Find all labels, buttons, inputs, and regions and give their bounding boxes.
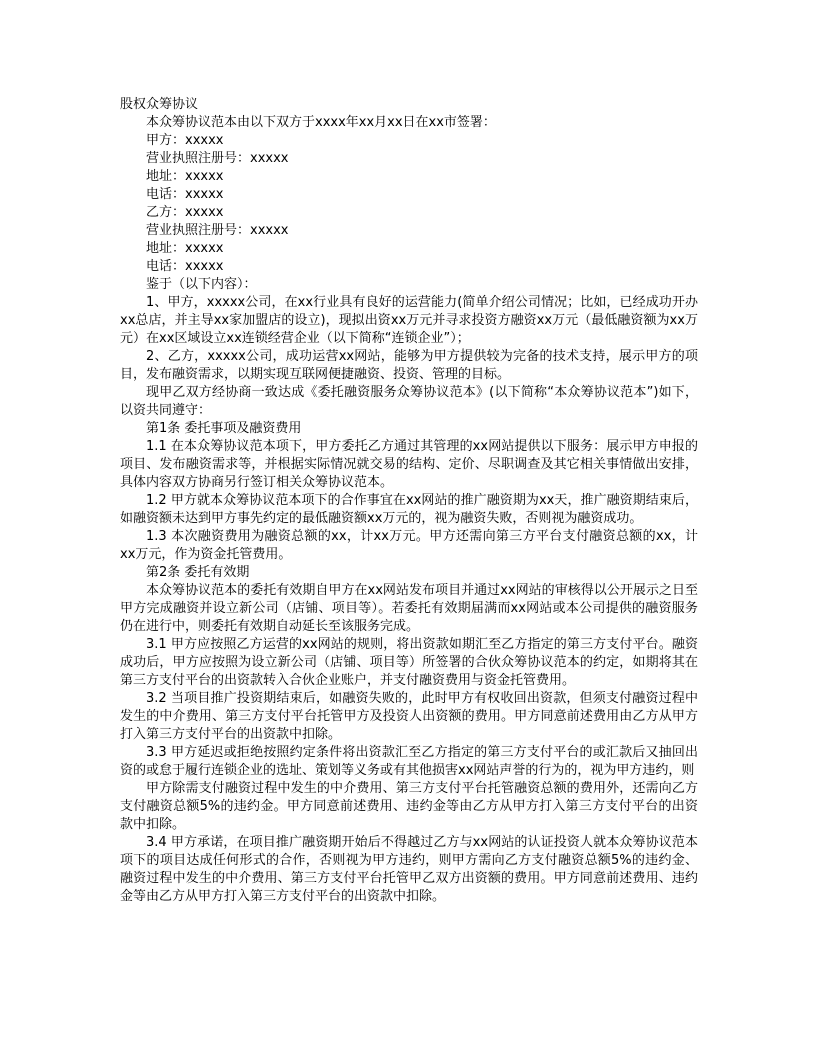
party-a-name: 甲方：xxxxx bbox=[146, 133, 224, 148]
document-body bbox=[120, 96, 698, 906]
clause-3-1: 3.1 甲方应按照乙方运营的xx网站的规则，将出资款如期汇至乙方指定的第三方支付平台。融资成功后，甲方应按照为设立新公司（店铺、项目等）所签署的合伙众筹协议范本的约定，如期将其在第三方支付平台的出资款转入合伙企业账户，并支付融资费用与资金托管费用。 bbox=[120, 637, 698, 688]
party-a-phone: 电话：xxxxx bbox=[146, 187, 224, 202]
clause-3-2: 3.2 当项目推广投资期结束后，如融资失败的，此时甲方有权收回出资款，但须支付融资过程中发生的中介费用、第三方支付平台托管甲方及投资人出资额的费用。甲方同意前述费用由乙方从甲方打入第三方支付平台的出资款中扣除。 bbox=[120, 691, 698, 742]
party-b-phone: 电话：xxxxx bbox=[146, 259, 224, 274]
clause-1-3: 1.3 本次融资费用为融资总额的xx，计xx万元。甲方还需向第三方平台支付融资总额的xx，计xx万元，作为资金托管费用。 bbox=[120, 529, 698, 562]
whereas-clause-2: 2、乙方，xxxxx公司，成功运营xx网站，能够为甲方提供较为完备的技术支持，展示甲方的项目，发布融资需求，以期实现互联网便捷融资、投资、管理的目标。 bbox=[120, 349, 698, 382]
whereas-heading: 鉴于（以下内容）： bbox=[146, 277, 257, 292]
article-1-heading: 第1条 委托事项及融资费用 bbox=[146, 421, 302, 436]
party-b-name: 乙方：xxxxx bbox=[146, 205, 224, 220]
clause-3-4: 3.4 甲方承诺，在项目推广融资期开始后不得越过乙方与xx网站的认证投资人就本众筹协议范本项下的项目达成任何形式的合作，否则视为甲方违约，则甲方需向乙方支付融资总额5%的违约金、融资过程中发生的中介费用、第三方支付平台托管甲乙双方出资额的费用。甲方同意前述费用、违约金等由乙方从甲方打入第三方支付平台的出资款中扣除。 bbox=[120, 835, 698, 904]
party-a-address: 地址：xxxxx bbox=[146, 169, 224, 184]
article-2-body: 本众筹协议范本的委托有效期自甲方在xx网站发布项目并通过xx网站的审核得以公开展示之日至甲方完成融资并设立新公司（店铺、项目等）。若委托有效期届满而xx网站或本公司提供的融资服务仍在进行中，则委托有效期自动延长至该服务完成。 bbox=[120, 583, 698, 634]
clause-1-1: 1.1 在本众筹协议范本项下，甲方委托乙方通过其管理的xx网站提供以下服务：展示甲方申报的项目、发布融资需求等，并根据实际情况就交易的结构、定价、尽职调查及其它相关事情做出安排，具体内容双方协商另行签订相关众筹协议范本。 bbox=[120, 439, 698, 490]
article-2-heading: 第2条 委托有效期 bbox=[146, 565, 250, 580]
paragraph-intro: 本众筹协议范本由以下双方于xxxx年xx月xx日在xx市签署： bbox=[146, 115, 496, 130]
clause-3-3-continued: 甲方除需支付融资过程中发生的中介费用、第三方支付平台托管融资总额的费用外，还需向乙方支付融资总额5%的违约金。甲方同意前述费用、违约金等由乙方从甲方打入第三方支付平台的出资款中扣除。 bbox=[120, 781, 698, 832]
clause-3-3: 3.3 甲方延迟或拒绝按照约定条件将出资款汇至乙方指定的第三方支付平台的或汇款后又抽回出资的或怠于履行连锁企业的选址、策划等义务或有其他损害xx网站声誉的行为的，视为甲方违约，则 bbox=[120, 745, 698, 778]
party-b-address: 地址：xxxxx bbox=[146, 241, 224, 256]
party-b-license: 营业执照注册号：xxxxx bbox=[146, 223, 289, 238]
document-title: 股权众筹协议 bbox=[120, 97, 199, 112]
whereas-clause-1: 1、甲方，xxxxx公司，在xx行业具有良好的运营能力(简单介绍公司情况；比如，已经成功开办xx总店，并主导xx家加盟店的设立)，现拟出资xx万元并寻求投资方融资xx万元（最低融资额为xx万元）在xx区域设立xx连锁经营企业（以下简称“连锁企业”）； bbox=[120, 295, 698, 346]
agreement-preamble: 现甲乙双方经协商一致达成《委托融资服务众筹协议范本》(以下简称“本众筹协议范本”)如下，以资共同遵守： bbox=[120, 385, 698, 418]
party-a-license: 营业执照注册号：xxxxx bbox=[146, 151, 289, 166]
clause-1-2: 1.2 甲方就本众筹协议范本项下的合作事宜在xx网站的推广融资期为xx天，推广融资期结束后，如融资额未达到甲方事先约定的最低融资额xx万元的，视为融资失败，否则视为融资成功。 bbox=[120, 493, 698, 526]
